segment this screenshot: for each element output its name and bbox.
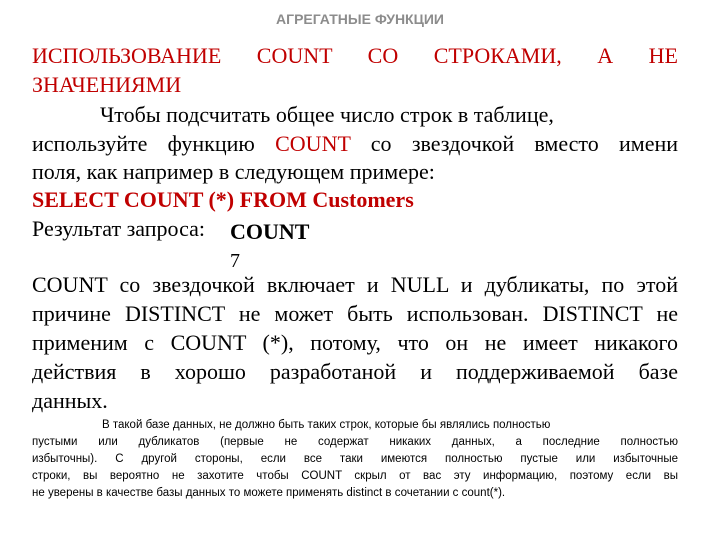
intro-line-1: Чтобы подсчитать общее число строк в таблице,	[100, 102, 554, 127]
result-value: 7	[230, 250, 240, 272]
explanation-line-3: применим с COUNT (*), потому, что он не имеет никакого	[32, 330, 678, 355]
slide-title: АГРЕГАТНЫЕ ФУНКЦИИ	[276, 11, 444, 27]
explanation-line-1: COUNT со звездочкой включает и NULL и дубликаты, по этой	[32, 272, 678, 297]
note-line-5: не уверены в качестве базы данных то можете применять distinct в сочетании с count(*).	[32, 487, 506, 499]
sql-query: SELECT COUNT (*) FROM Customers	[32, 187, 414, 212]
explanation-line-4: действия в хорошо разработаной и поддерживаемой базе	[32, 359, 678, 384]
note-line-2: пустыми или дубликатов (первые не содержат никаких данных, а последние полностью	[32, 436, 678, 448]
result-column-header: COUNT	[230, 219, 310, 244]
note-line-4: строки, вы вероятно не захотите чтобы COUNT скрыл от вас эту информацию, поэтому если вы	[32, 470, 678, 482]
intro-line-2-post: со звездочкой вместо имени	[370, 131, 679, 156]
result-label: Результат запроса:	[32, 216, 206, 241]
section-heading-line-2: ЗНАЧЕНИЯМИ	[32, 72, 182, 97]
intro-line-2-pre: используйте функцию	[32, 131, 255, 156]
intro-line-2	[32, 129, 678, 158]
explanation-line-2: причине DISTINCT не может быть использован. DISTINCT не	[32, 301, 678, 326]
note-line-3: избыточны). С другой стороны, если все таки имеются полностью пустые или избыточные	[32, 453, 678, 465]
section-heading-line-1: ИСПОЛЬЗОВАНИЕ COUNT СО СТРОКАМИ, А НЕ	[32, 43, 678, 68]
intro-line-3: поля, как например в следующем примере:	[32, 159, 435, 184]
explanation-line-5: данных.	[32, 388, 108, 413]
count-keyword: COUNT	[275, 131, 351, 156]
note-line-1: В такой базе данных, не должно быть таких строк, которые бы являлись полностью	[102, 419, 551, 431]
